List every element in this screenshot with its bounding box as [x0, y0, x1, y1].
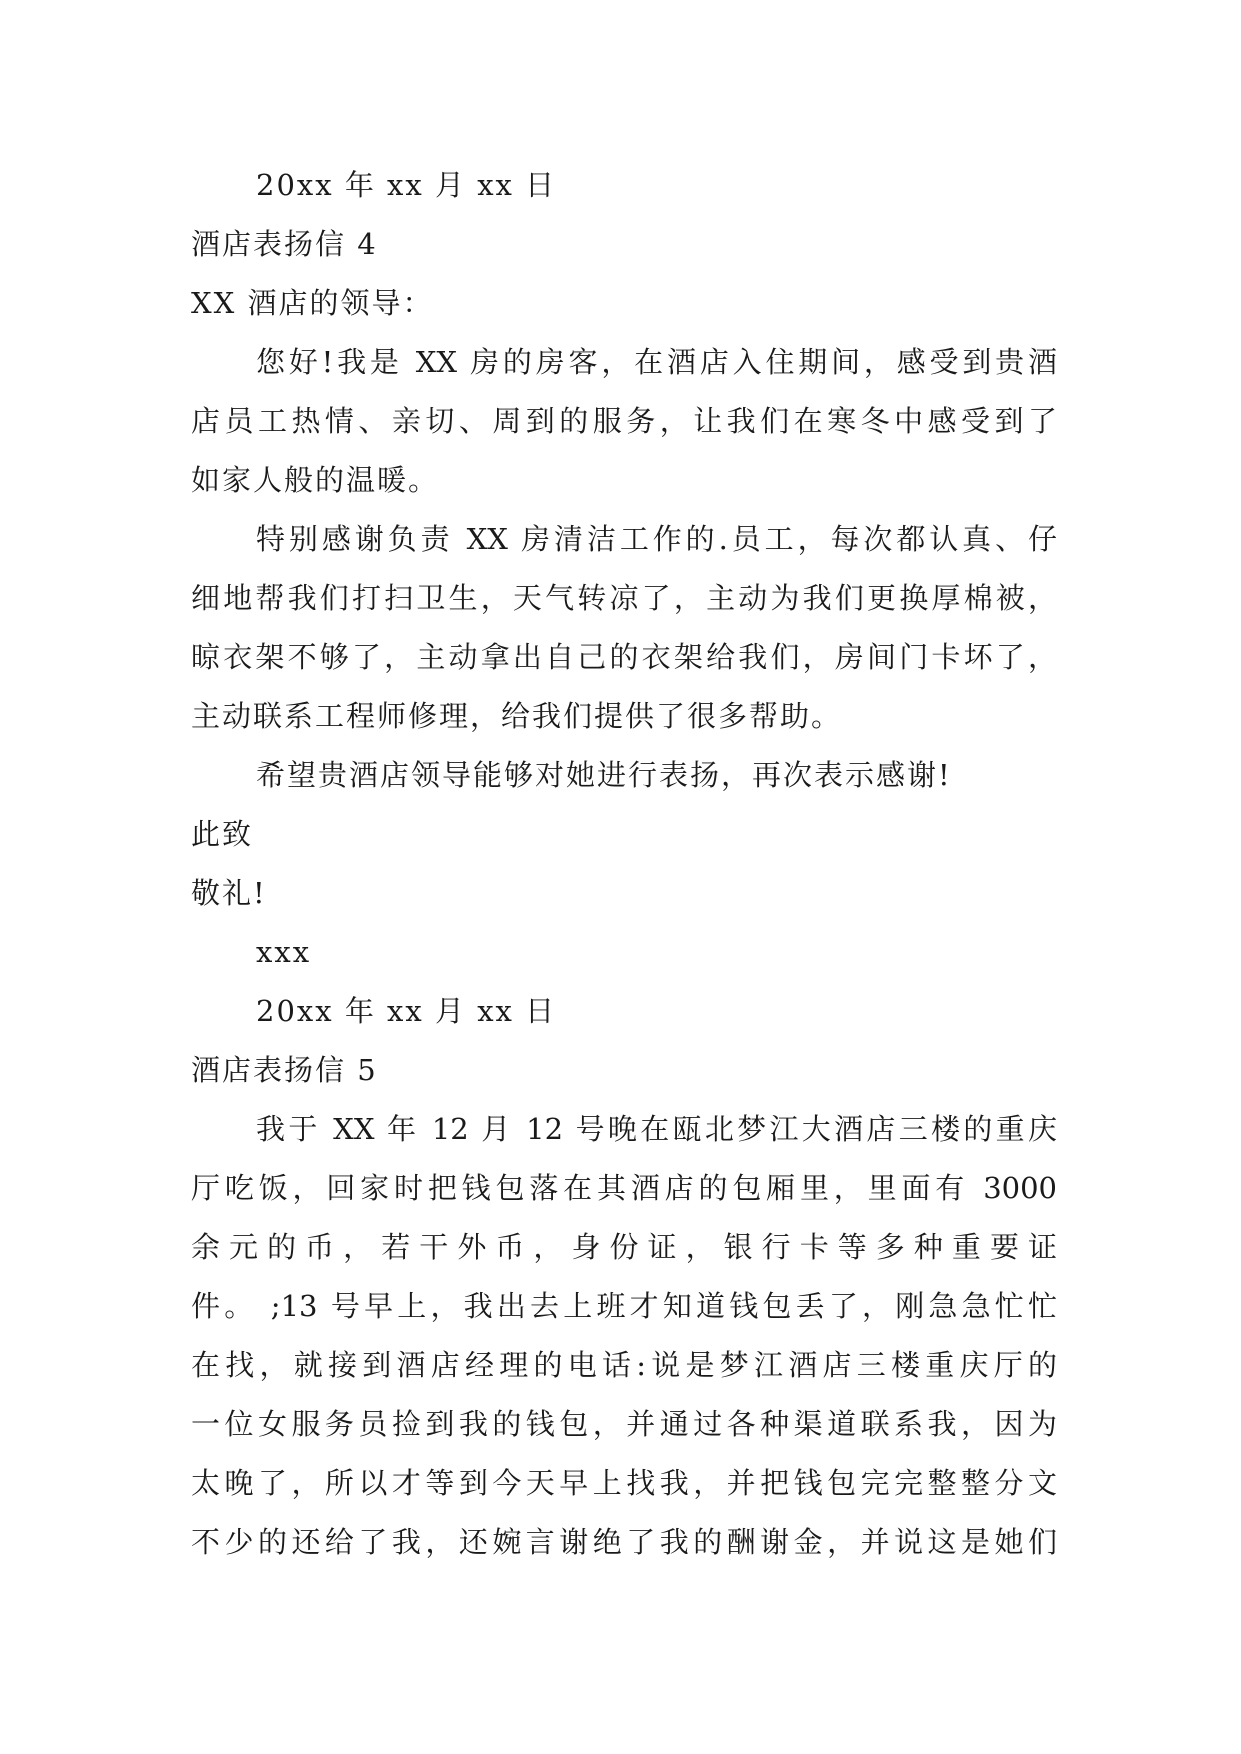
paragraph [191, 333, 1057, 510]
paragraph-line: 细地帮我们打扫卫生，天气转凉了，主动为我们更换厚棉被， [191, 581, 1057, 615]
letter-title: 酒店表扬信 4 [191, 227, 378, 261]
paragraph-line: 我于 XX 年 12 月 12 号晚在瓯北梦江大酒店三楼的重庆 [256, 1112, 1057, 1146]
paragraph [191, 746, 1057, 805]
letter-date: 20xx 年 xx 月 xx 日 [256, 994, 557, 1028]
paragraph-line: 厅吃饭，回家时把钱包落在其酒店的包厢里，里面有 3000 [191, 1171, 1057, 1205]
paragraph-line: 晾衣架不够了，主动拿出自己的衣架给我们，房间门卡坏了， [191, 640, 1057, 674]
paragraph-line: 在找，就接到酒店经理的电话:说是梦江酒店三楼重庆厅的 [191, 1348, 1057, 1382]
paragraph-line: 不少的还给了我，还婉言谢绝了我的酬谢金，并说这是她们 [191, 1525, 1057, 1559]
paragraph-line: 主动联系工程师修理，给我们提供了很多帮助。 [191, 699, 843, 733]
closing-line: 此致 [191, 817, 254, 851]
paragraph-line: 件。 ;13 号早上，我出去上班才知道钱包丢了，刚急急忙忙 [191, 1289, 1057, 1323]
previous-letter-date: 20xx 年 xx 月 xx 日 [256, 168, 557, 202]
paragraph-line: 您好!我是 XX 房的房客，在酒店入住期间，感受到贵酒 [256, 345, 1057, 379]
paragraph-line: 太晚了，所以才等到今天早上找我，并把钱包完完整整分文 [191, 1466, 1057, 1500]
letter-5 [191, 1041, 1057, 1572]
paragraph-line: 特别感谢负责 XX 房清洁工作的.员工，每次都认真、仔 [256, 522, 1057, 556]
paragraph-line: 希望贵酒店领导能够对她进行表扬，再次表示感谢! [256, 758, 952, 792]
regards-line: 敬礼! [191, 876, 267, 910]
paragraph-line: 如家人般的温暖。 [191, 463, 440, 497]
paragraph-line: 一位女服务员捡到我的钱包，并通过各种渠道联系我，因为 [191, 1407, 1057, 1441]
letter-title: 酒店表扬信 5 [191, 1053, 378, 1087]
letter-4 [191, 215, 1057, 1041]
paragraph-line: 余元的币，若干外币，身份证，银行卡等多种重要证 [191, 1230, 1057, 1264]
paragraph [191, 1100, 1057, 1572]
paragraph-line: 店员工热情、亲切、周到的服务，让我们在寒冬中感受到了 [191, 404, 1057, 438]
salutation: XX 酒店的领导： [191, 286, 434, 320]
paragraph [191, 510, 1057, 746]
signature: xxx [256, 935, 312, 969]
